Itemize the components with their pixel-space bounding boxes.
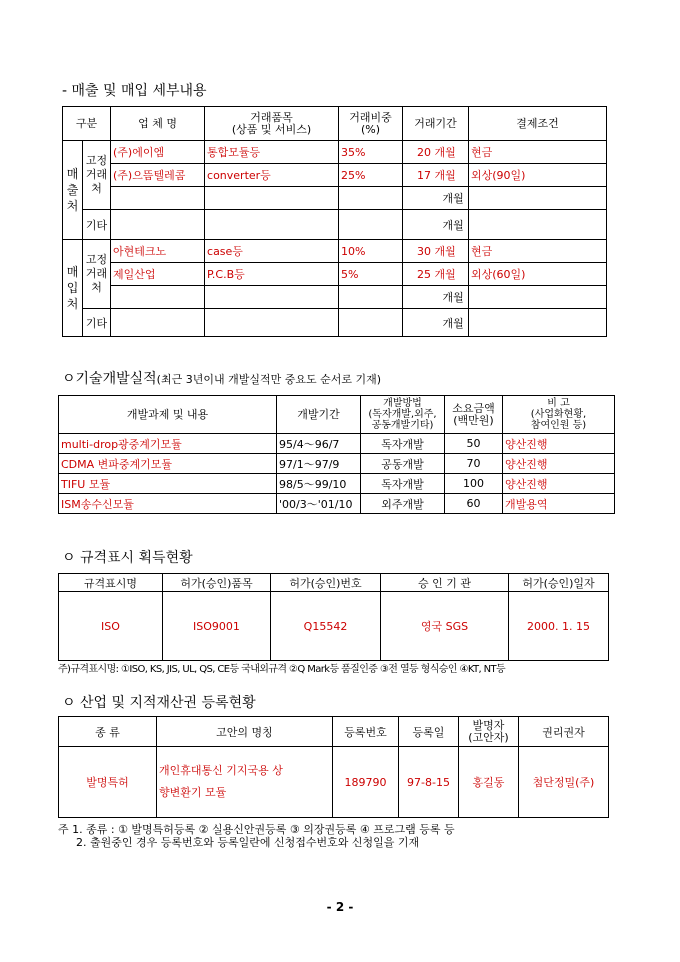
standards-agency: 영국 SGS [381, 592, 509, 661]
ip-table [58, 716, 609, 818]
purchase-payment [469, 286, 607, 309]
standards-item: ISO9001 [163, 592, 271, 661]
tech-task: TIFU 모듈 [59, 474, 277, 494]
period-unit: 개월 [442, 192, 464, 205]
standards-header-item: 허가(승인)품목 [163, 574, 271, 592]
sales-payment [469, 187, 607, 210]
tech-period: '00/3～'01/10 [277, 494, 361, 514]
sales-payment: 외상(90일) [469, 164, 607, 187]
ip-note-1: 주 1. 종류 : ① 발명특허등록 ② 실용신안권등록 ③ 의장권등록 ④ 프로그램 등록 등 [58, 823, 455, 836]
other-label-sales: 기타 [83, 210, 111, 240]
period-unit: 개월 [434, 169, 456, 182]
standards-heading: ㅇ 규격표시 획득현황 [62, 550, 193, 566]
empty-cell [111, 210, 205, 240]
tech-task: ISM송수신모듈 [59, 494, 277, 514]
sales-purchase-table [62, 106, 607, 337]
purchase-payment: 현금 [469, 240, 607, 263]
header-share: 거래비중 (%) [339, 107, 403, 141]
empty-cell [469, 309, 607, 337]
sales-other-period [403, 210, 469, 240]
standards-header-name: 규격표시명 [59, 574, 163, 592]
purchase-other-period [403, 309, 469, 337]
standards-table [58, 573, 609, 661]
sales-period [403, 187, 469, 210]
sales-item: converter등 [205, 164, 339, 187]
standards-name: ISO [59, 592, 163, 661]
sales-period [403, 141, 469, 164]
sales-item [205, 187, 339, 210]
period-years: 30 [417, 245, 432, 258]
tech-heading-note: (최근 3년이내 개발실적만 중요도 순서로 기재) [156, 373, 382, 386]
standards-header-agency: 승 인 기 관 [381, 574, 509, 592]
ip-header-number: 등록번호 [333, 717, 399, 747]
tech-note: 개발용역 [503, 494, 615, 514]
sales-share: 35% [339, 141, 403, 164]
ip-note-2: 2. 출원중인 경우 등록번호와 등록일란에 신청접수번호와 신청일을 기재 [76, 836, 420, 849]
sales-company [111, 187, 205, 210]
tech-period: 98/5～99/10 [277, 474, 361, 494]
purchase-item: case등 [205, 240, 339, 263]
tech-method: 외주개발 [361, 494, 445, 514]
empty-cell [469, 210, 607, 240]
tech-method: 독자개발 [361, 434, 445, 454]
standards-number: Q15542 [271, 592, 381, 661]
tech-header-period: 개발기간 [277, 396, 361, 434]
empty-cell [339, 210, 403, 240]
sales-period [403, 164, 469, 187]
tech-method: 공동개발 [361, 454, 445, 474]
ip-header-owner: 권리권자 [519, 717, 609, 747]
period-years: 20 [417, 146, 432, 159]
tech-header-method: 개발방법 (독자개발,외주, 공동개발기타) [361, 396, 445, 434]
tech-note: 양산진행 [503, 474, 615, 494]
sales-share [339, 187, 403, 210]
standards-header-number: 허가(승인)번호 [271, 574, 381, 592]
ip-title: 개인휴대통신 기지국용 상 향변환기 모듈 [157, 747, 333, 818]
purchase-share: 5% [339, 263, 403, 286]
period-unit: 개월 [442, 291, 464, 304]
ip-header-date: 등록일 [399, 717, 459, 747]
header-category: 구분 [63, 107, 111, 141]
header-payment: 결제조건 [469, 107, 607, 141]
standards-date: 2000. 1. 15 [509, 592, 609, 661]
sales-company: (주)으뜸텔레콤 [111, 164, 205, 187]
tech-note: 양산진행 [503, 454, 615, 474]
period-unit: 개월 [434, 146, 456, 159]
tech-amount: 100 [445, 474, 503, 494]
period-unit: 개월 [442, 316, 464, 330]
sales-purchase-heading: - 매출 및 매입 세부내용 [62, 83, 207, 99]
ip-owner: 첨단정밀(주) [519, 747, 609, 818]
header-period: 거래기간 [403, 107, 469, 141]
tech-heading-title: ㅇ기술개발실적 [62, 371, 157, 387]
ip-header-inventor: 발명자 (고안자) [459, 717, 519, 747]
purchase-period [403, 240, 469, 263]
purchase-period [403, 263, 469, 286]
empty-cell [205, 309, 339, 337]
purchase-payment: 외상(60일) [469, 263, 607, 286]
ip-date: 97-8-15 [399, 747, 459, 818]
purchase-company [111, 286, 205, 309]
purchase-item: P.C.B등 [205, 263, 339, 286]
empty-cell [205, 210, 339, 240]
tech-amount: 70 [445, 454, 503, 474]
standards-footnote: 주)규격표시명: ①ISO, KS, JIS, UL, QS, CE등 국내외규격 ②Q Mark등 품질인증 ③전 열등 형식승인 ④KT, NT등 [58, 664, 506, 675]
period-unit: 개월 [442, 218, 464, 232]
header-item: 거래품목 (상품 및 서비스) [205, 107, 339, 141]
purchase-share [339, 286, 403, 309]
purchase-company: 아현테크노 [111, 240, 205, 263]
period-unit: 개월 [434, 245, 456, 258]
tech-amount: 60 [445, 494, 503, 514]
sales-payment: 현금 [469, 141, 607, 164]
other-label-purchase: 기타 [83, 309, 111, 337]
empty-cell [111, 309, 205, 337]
fixed-label-sales: 고정 거래 처 [83, 141, 111, 210]
period-unit: 개월 [434, 268, 456, 281]
ip-header-type: 종 류 [59, 717, 157, 747]
group-purchase: 매 입 처 [63, 240, 83, 337]
tech-task: multi-drop광중계기모듈 [59, 434, 277, 454]
tech-header-note: 비 고 (사업화현황, 참여인원 등) [503, 396, 615, 434]
tech-header-task: 개발과제 및 내용 [59, 396, 277, 434]
sales-share: 25% [339, 164, 403, 187]
tech-table [58, 395, 615, 514]
tech-task: CDMA 변파중계기모듈 [59, 454, 277, 474]
ip-inventor: 홍길동 [459, 747, 519, 818]
group-sales: 매 출 처 [63, 141, 83, 240]
purchase-period [403, 286, 469, 309]
page-number: - 2 - [326, 900, 354, 914]
standards-header-date: 허가(승인)일자 [509, 574, 609, 592]
tech-period: 97/1～97/9 [277, 454, 361, 474]
sales-company: (주)에이엠 [111, 141, 205, 164]
tech-amount: 50 [445, 434, 503, 454]
ip-header-title: 고안의 명칭 [157, 717, 333, 747]
fixed-label-purchase: 고정 거래 처 [83, 240, 111, 309]
tech-method: 독자개발 [361, 474, 445, 494]
tech-period: 95/4～96/7 [277, 434, 361, 454]
tech-note: 양산진행 [503, 434, 615, 454]
tech-heading [62, 368, 381, 388]
purchase-item [205, 286, 339, 309]
purchase-share: 10% [339, 240, 403, 263]
empty-cell [339, 309, 403, 337]
period-years: 17 [417, 169, 432, 182]
header-company: 업 체 명 [111, 107, 205, 141]
tech-header-amount: 소요금액 (백만원) [445, 396, 503, 434]
ip-heading: ㅇ 산업 및 지적재산권 등록현황 [62, 695, 256, 711]
sales-item: 통합모듈등 [205, 141, 339, 164]
ip-number: 189790 [333, 747, 399, 818]
ip-type: 발명특허 [59, 747, 157, 818]
purchase-company: 제일산업 [111, 263, 205, 286]
period-years: 25 [417, 268, 432, 281]
